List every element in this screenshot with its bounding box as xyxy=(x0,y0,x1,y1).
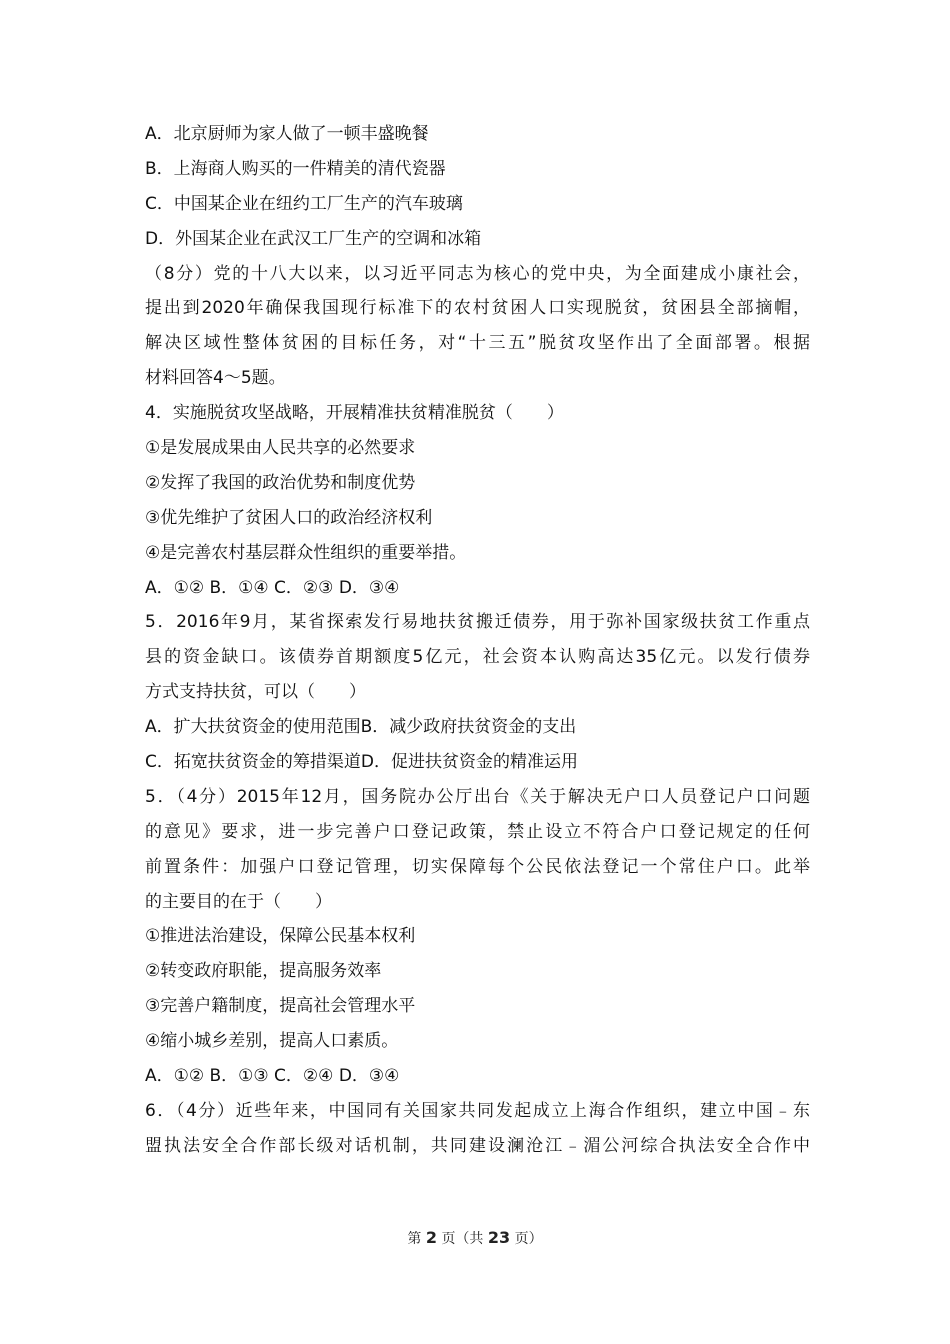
footer-middle: 页（共 xyxy=(441,1231,484,1247)
statement-1: ①是发展成果由人民共享的必然要求 xyxy=(145,438,416,459)
statement-1: ①推进法治建设，保障公民基本权利 xyxy=(145,926,416,947)
material-text: 提出到2020年确保我国现行标准下的农村贫困人口实现脱贫，贫困县全部摘帽， xyxy=(145,298,810,319)
material-text: 解决区域性整体贫困的目标任务，对“十三五”脱贫攻坚作出了全面部署。根据 xyxy=(145,333,810,354)
document-body xyxy=(145,117,810,1164)
question-5b-stem: 的主要目的在于（ ） xyxy=(145,891,332,912)
option-c: C．中国某企业在纽约工厂生产的汽车玻璃 xyxy=(145,193,463,214)
statement-3: ③优先维护了贫困人口的政治经济权利 xyxy=(145,507,433,528)
question-4-options: A．①② B．①④ C．②③ D．③④ xyxy=(145,577,400,598)
statement-2: ②转变政府职能，提高服务效率 xyxy=(145,961,382,982)
question-5b-stem: 前置条件：加强户口登记管理，切实保障每个公民依法登记一个常住户口。此举 xyxy=(145,856,810,877)
footer-page-number: 2 xyxy=(425,1228,437,1247)
question-5-stem: 县的资金缺口。该债券首期额度5亿元，社会资本认购高达35亿元。以发行债券 xyxy=(145,647,810,668)
material-text: （8分）党的十八大以来，以习近平同志为核心的党中央，为全面建成小康社会， xyxy=(145,263,810,284)
statement-3: ③完善户籍制度，提高社会管理水平 xyxy=(145,996,416,1017)
question-5-options: C．拓宽扶贫资金的筹措渠道D．促进扶贫资金的精准运用 xyxy=(145,752,578,773)
option-a: A．北京厨师为家人做了一顿丰盛晚餐 xyxy=(145,124,429,144)
question-5-stem: 5．2016年9月，某省探索发行易地扶贫搬迁债券，用于弥补国家级扶贫工作重点 xyxy=(145,612,810,633)
option-b: B．上海商人购买的一件精美的清代瓷器 xyxy=(145,158,446,179)
statement-2: ②发挥了我国的政治优势和制度优势 xyxy=(145,472,416,493)
statement-4: ④缩小城乡差别，提高人口素质。 xyxy=(145,1031,399,1052)
footer-total-pages: 23 xyxy=(487,1228,511,1247)
question-5b-stem: 5．（4分）2015年12月，国务院办公厅出台《关于解决无户口人员登记户口问题 xyxy=(145,786,810,807)
footer-suffix: 页） xyxy=(514,1231,543,1247)
statement-4: ④是完善农村基层群众性组织的重要举措。 xyxy=(145,542,467,563)
question-6-stem: 盟执法安全合作部长级对话机制，共同建设澜沧江﹣湄公河综合执法安全合作中 xyxy=(145,1135,810,1156)
footer-prefix: 第 xyxy=(407,1231,422,1247)
question-5-stem: 方式支持扶贫，可以（ ） xyxy=(145,682,366,703)
question-5-options: A．扩大扶贫资金的使用范围B．减少政府扶贫资金的支出 xyxy=(145,717,577,738)
question-4-stem: 4．实施脱贫攻坚战略，开展精准扶贫精准脱贫（ ） xyxy=(145,403,564,424)
question-6-stem: 6．（4分）近些年来，中国同有关国家共同发起成立上海合作组织，建立中国﹣东 xyxy=(145,1100,810,1121)
option-d: D．外国某企业在武汉工厂生产的空调和冰箱 xyxy=(145,228,482,249)
question-5b-stem: 的意见》要求，进一步完善户口登记政策，禁止设立不符合户口登记规定的任何 xyxy=(145,821,810,842)
question-5b-options: A．①② B．①③ C．②④ D．③④ xyxy=(145,1066,400,1087)
material-text: 材料回答4～5题。 xyxy=(145,368,286,389)
page-footer xyxy=(0,1227,950,1250)
